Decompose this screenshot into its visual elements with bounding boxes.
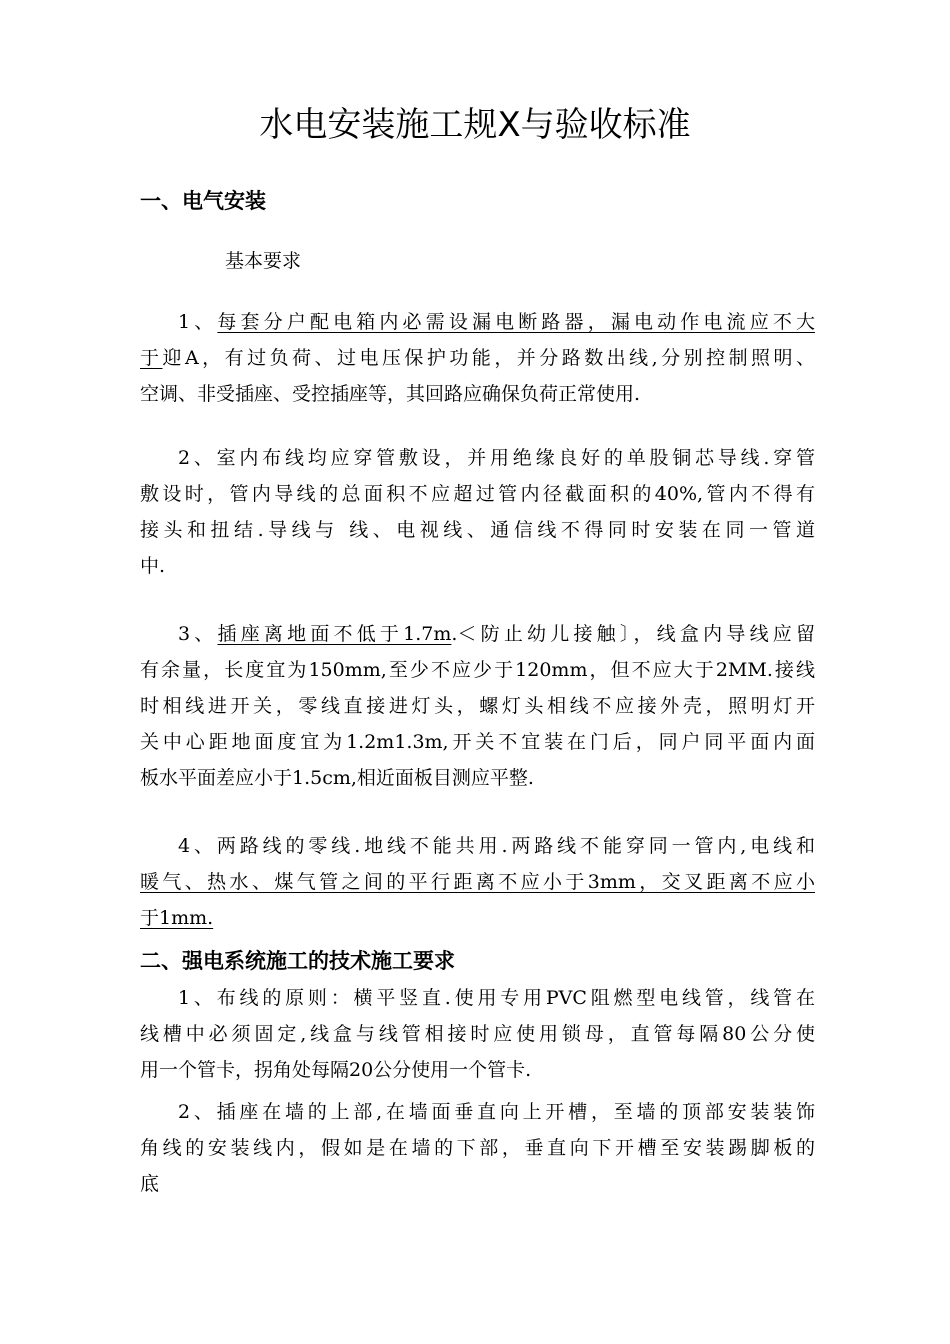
paragraph-line: 敷设时，管内导线的总面积不应超过管内径截面积的40%,管内不得有 xyxy=(140,483,815,505)
paragraph-line: 1、布线的原则：横平竖直.使用专用PVC阻燃型电线管，线管在 xyxy=(178,987,815,1009)
paragraph-line: 角线的安装线内，假如是在墙的下部，垂直向下开槽至安装踢脚板的 xyxy=(140,1137,815,1159)
paragraph-line: 时相线进开关，零线直接进灯头，螺灯头相线不应接外壳，照明灯开 xyxy=(140,695,815,717)
paragraph-6 xyxy=(140,1094,815,1202)
paragraph-line xyxy=(140,864,815,900)
paragraph-line: 线槽中必须固定,线盒与线管相接时应使用锁母，直管每隔80公分使 xyxy=(140,1023,815,1045)
paragraph-line xyxy=(140,900,815,936)
underlined-text: 每套分户配电箱内必需设漏电断路器，漏电动作电流应不大 xyxy=(217,311,815,333)
underlined-text: 于1mm. xyxy=(140,907,214,929)
paragraph-line: 板水平面差应小于1.5cm,相近面板目测应平整. xyxy=(140,767,534,789)
paragraph-line: 空调、非受插座、受控插座等，其回路应确保负荷正常使用. xyxy=(140,383,641,405)
paragraph-1 xyxy=(140,304,815,412)
paragraph-line: 有余量，长度宜为150mm,至少不应少于120mm，但不应大于2MM.接线 xyxy=(140,659,815,681)
paragraph-line: 3、插座离地面不低于1.7m.＜防止幼儿接触〕，线盒内导线应留 xyxy=(178,623,815,645)
section-heading-strong-current: 二、强电系统施工的技术施工要求 xyxy=(140,949,455,973)
paragraph-2 xyxy=(140,440,815,584)
paragraph-line: 接头和扭结.导线与 线、电视线、通信线不得同时安装在同一管道 xyxy=(140,519,815,541)
subheading-basic-requirements: 基本要求 xyxy=(225,250,302,272)
paragraph-line: 用一个管卡，拐角处每隔20公分使用一个管卡. xyxy=(140,1059,532,1081)
paragraph-line: 于迎A，有过负荷、过电压保护功能，并分路数出线,分别控制照明、 xyxy=(140,347,815,369)
paragraph-line: 4、两路线的零线.地线不能共用.两路线不能穿同一管内,电线和 xyxy=(178,835,815,857)
paragraph-3 xyxy=(140,616,815,796)
underlined-text: 于 xyxy=(140,347,163,369)
paragraph-line: 2、插座在墙的上部,在墙面垂直向上开槽，至墙的顶部安装装饰 xyxy=(178,1101,815,1123)
underlined-text: 暖气、热水、煤气管之间的平行距离不应小于3mm，交叉距离不应小 xyxy=(140,871,815,893)
paragraph-line: 中. xyxy=(140,555,166,577)
underlined-text: 插座离地面不低于1.7m xyxy=(217,623,452,645)
paragraph-4 xyxy=(140,828,815,936)
document-title: 水电安装施工规X与验收标准 xyxy=(259,105,691,145)
paragraph-line: 1、每套分户配电箱内必需设漏电断路器，漏电动作电流应不大 xyxy=(178,311,815,333)
paragraph-line: 底 xyxy=(140,1173,160,1195)
section-heading-electrical: 一、电气安装 xyxy=(140,189,266,213)
paragraph-line: 关中心距地面度宜为1.2m1.3m,开关不宜装在门后，同户同平面内面 xyxy=(140,731,815,753)
paragraph-5 xyxy=(140,980,815,1088)
paragraph-line: 2、室内布线均应穿管敷设，并用绝缘良好的单股铜芯导线.穿管 xyxy=(178,447,815,469)
